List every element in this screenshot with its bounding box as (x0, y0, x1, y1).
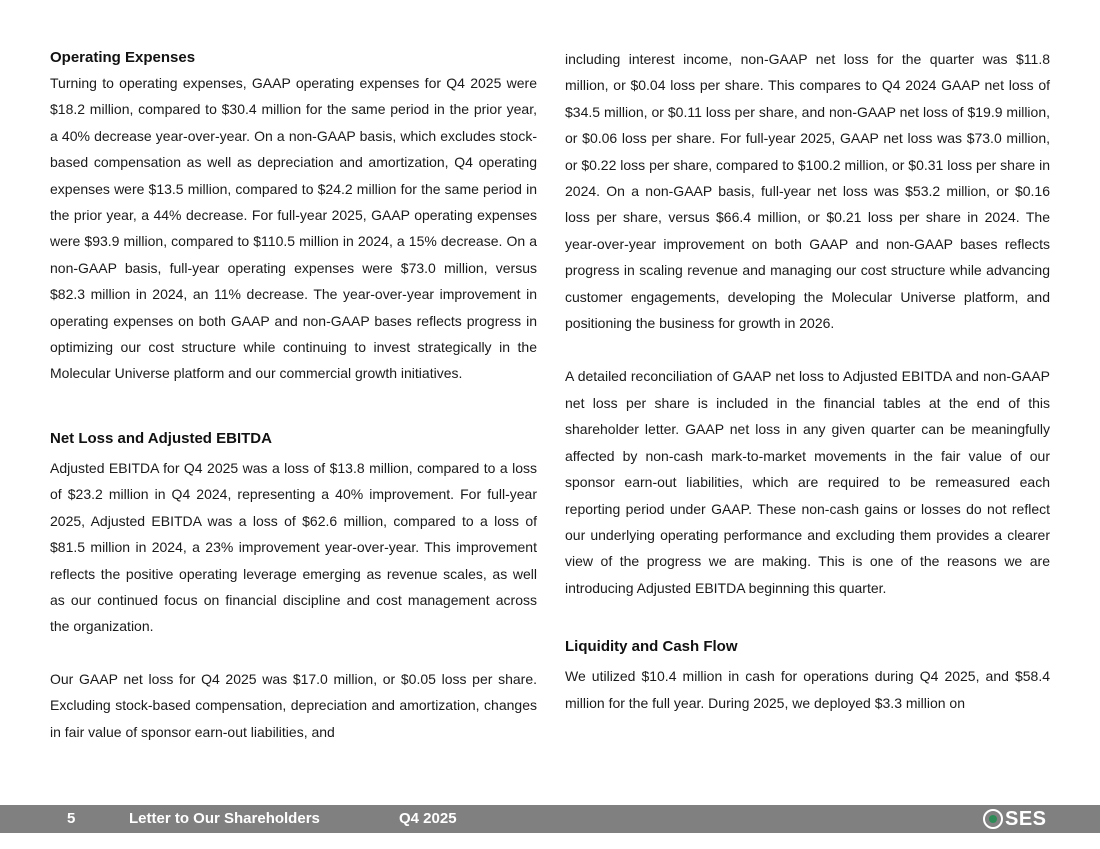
document-title: Letter to Our Shareholders (129, 810, 320, 827)
liquidity-paragraph: We utilized $10.4 million in cash for operations during Q4 2025, and $58.4 million for the full year. During 2025, we deployed $3.3 million on (565, 668, 1050, 711)
gaap-net-loss-paragraph: Our GAAP net loss for Q4 2025 was $17.0 million, or $0.05 loss per share. Excluding stock-based compensation, depreciation and amortization, changes in fair value of sponsor earn-out liabilities, and (50, 670, 537, 740)
right-column (565, 46, 1050, 716)
adjusted-ebitda-paragraph: Adjusted EBITDA for Q4 2025 was a loss of $13.8 million, compared to a loss of $23.2 million in Q4 2024, representing a 40% improvement. For full-year 2025, Adjusted EBITDA was a loss of $62.6 million, compared to a loss of $81.5 million in 2024, a 23% improvement year-over-year. This improvement reflects the positive operating leverage emerging as revenue scales, as well as our continued focus on financial discipline and cost management across the organization. (50, 459, 537, 635)
operating-expenses-paragraph: Turning to operating expenses, GAAP operating expenses for Q4 2025 were $18.2 million, compared to $30.4 million for the same period in the prior year, a 40% decrease year-over-year. On a non-GAAP basis, which excludes stock-based compensation as well as depreciation and amortization, Q4 operating expenses were $13.5 million, compared to $24.2 million for the same period in the prior year, a 44% decrease. For full-year 2025, GAAP operating expenses were $93.9 million, compared to $110.5 million in 2024, a 15% decrease. On a non-GAAP basis, full-year operating expenses were $73.0 million, versus $82.3 million in 2024, an 11% decrease. The year-over-year improvement in operating expenses on both GAAP and non-GAAP bases reflects progress in optimizing our cost structure while continuing to invest strategically in the Molecular Universe platform and our commercial growth initiatives. (50, 75, 537, 382)
net-loss-continuation-paragraph: including interest income, non-GAAP net loss for the quarter was $11.8 million, or $0.04 loss per share. This compares to Q4 2024 GAAP net loss of $34.5 million, or $0.11 loss per share, and non-GAAP net loss of $19.9 million, or $0.06 loss per share. For full-year 2025, GAAP net loss was $73.0 million, or $0.22 loss per share, compared to $100.2 million, or $0.31 loss per share in 2024. On a non-GAAP basis, full-year net loss was $53.2 million, or $0.16 loss per share, versus $66.4 million, or $0.21 loss per share in 2024. The year-over-year improvement on both GAAP and non-GAAP bases reflects progress in scaling revenue and managing our cost structure while advancing customer engagements, developing the Molecular Universe platform, and positioning the business for growth in 2026. (565, 51, 1050, 332)
logo-text: SES (1005, 807, 1047, 830)
reconciliation-paragraph: A detailed reconciliation of GAAP net loss to Adjusted EBITDA and non-GAAP net loss per share is included in the financial tables at the end of this shareholder letter. GAAP net loss in any given quarter can be meaningfully affected by non-cash mark-to-market movements in the fair value of our sponsor earn-out liabilities, which are required to be remeasured each reporting period under GAAP. These non-cash gains or losses do not reflect our underlying operating performance and excluding them provides a clearer view of the progress we are making. This is one of the reasons we are introducing Adjusted EBITDA beginning this quarter. (565, 368, 1050, 596)
left-column (50, 46, 537, 745)
circle-leaf-icon (983, 809, 1003, 829)
report-period: Q4 2025 (399, 810, 457, 827)
company-logo (983, 808, 1047, 830)
section-heading-liquidity: Liquidity and Cash Flow (565, 638, 738, 656)
page-number: 5 (67, 810, 76, 827)
section-heading-operating-expenses: Operating Expenses (50, 49, 196, 66)
page-footer (0, 805, 1100, 833)
section-heading-net-loss: Net Loss and Adjusted EBITDA (50, 429, 272, 447)
